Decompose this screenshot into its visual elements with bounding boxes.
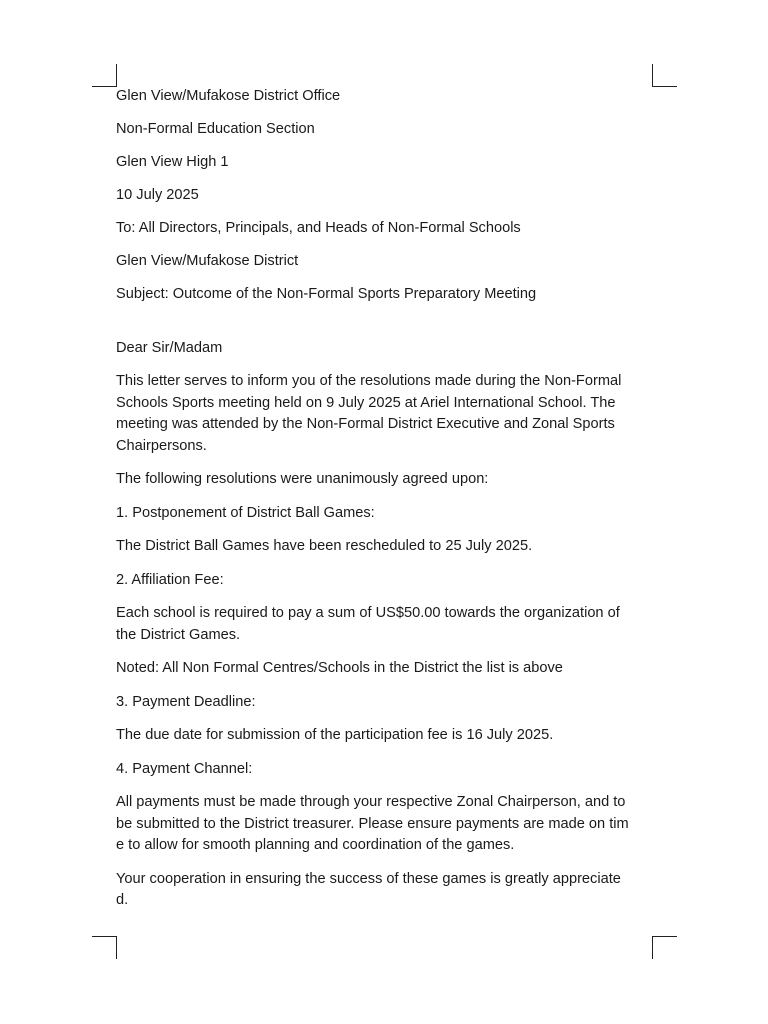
resolution-3-title: 3. Payment Deadline: (116, 693, 256, 710)
resolution-4-line: e to allow for smooth planning and coordination of the games. (116, 837, 515, 853)
crop-mark-top-left (92, 64, 117, 87)
recipient-line: To: All Directors, Principals, and Heads of Non-Formal Schools (116, 220, 521, 236)
resolution-4-body (116, 792, 658, 857)
salutation: Dear Sir/Madam (116, 339, 223, 356)
recipient-district: Glen View/Mufakose District (116, 253, 299, 269)
resolution-2-line: the District Games. (116, 626, 241, 643)
sender-address: Glen View High 1 (116, 154, 229, 170)
resolution-2-body (116, 603, 658, 646)
spacer (116, 306, 658, 338)
intro-line: Schools Sports meeting held on 9 July 2025 at Ariel International School. The (116, 394, 616, 411)
letter-page (116, 86, 658, 912)
sender-section: Non-Formal Education Section (116, 121, 315, 137)
crop-mark-bottom-right (652, 936, 677, 959)
sender-office: Glen View/Mufakose District Office (116, 88, 341, 104)
intro-line: This letter serves to inform you of the resolutions made during the Non-Formal (116, 373, 622, 389)
intro-line: meeting was attended by the Non-Formal District Executive and Zonal Sports (116, 416, 615, 432)
resolution-1-body: The District Ball Games have been rescheduled to 25 July 2025. (116, 538, 533, 554)
resolution-1-title: 1. Postponement of District Ball Games: (116, 504, 375, 521)
crop-mark-top-right (652, 64, 677, 87)
crop-mark-bottom-left (92, 936, 117, 959)
resolution-4-line: All payments must be made through your respective Zonal Chairperson, and to (116, 794, 626, 810)
resolution-2-title: 2. Affiliation Fee: (116, 571, 224, 588)
resolution-4-line: be submitted to the District treasurer. Please ensure payments are made on tim (116, 815, 629, 832)
closing-line: Your cooperation in ensuring the success of these games is greatly appreciate (116, 870, 621, 887)
letter-date: 10 July 2025 (116, 187, 199, 203)
intro-paragraph (116, 371, 658, 457)
intro-line: Chairpersons. (116, 437, 207, 454)
resolutions-intro: The following resolutions were unanimously agreed upon: (116, 471, 489, 487)
closing-line: d. (116, 892, 129, 908)
resolution-2-line: Each school is required to pay a sum of US$50.00 towards the organization of (116, 605, 620, 621)
subject-line: Subject: Outcome of the Non-Formal Sports Preparatory Meeting (116, 286, 537, 302)
closing-paragraph (116, 869, 658, 912)
resolution-2-note: Noted: All Non Formal Centres/Schools in the District the list is above (116, 660, 563, 676)
resolution-3-body: The due date for submission of the participation fee is 16 July 2025. (116, 727, 554, 743)
resolution-4-title: 4. Payment Channel: (116, 760, 253, 777)
